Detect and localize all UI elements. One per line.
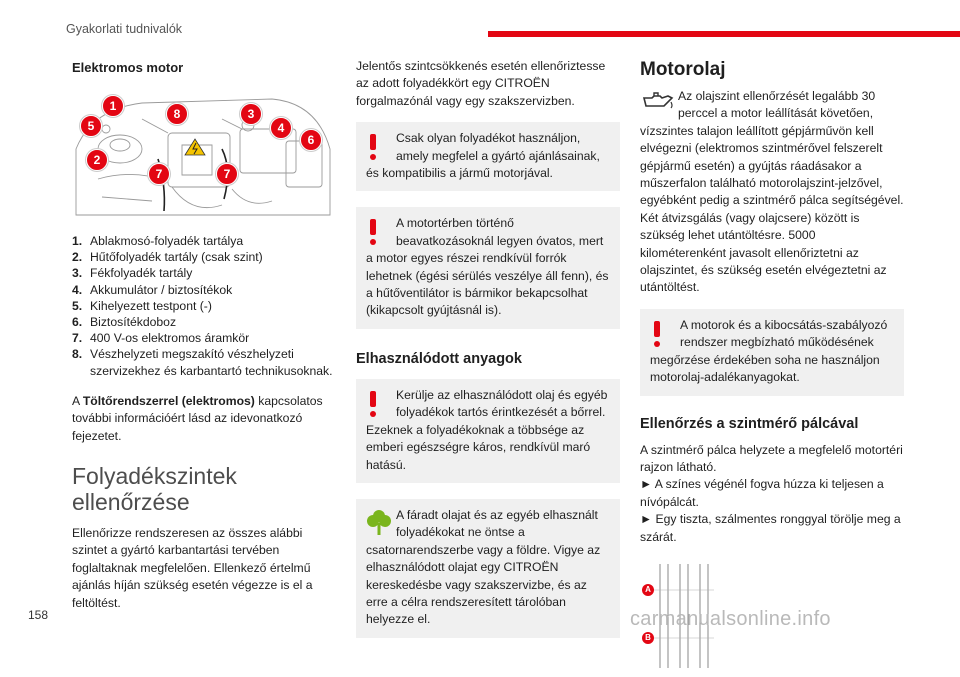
engine-oil-paragraph: Az olajszint ellenőrzését legalább 30 perccel a motor leállítását követően, vízszintes talajon leállított gépjárművön kell elvégezni (elektromos szintmérővel felszerelt gépjármű esetén) a gyújtás ráadásakor a műszerfalon található motorolajszint-jelzővel, egyébként pedig a szintmérő pálca segítségével. Két átvizsgálás (vagy olajcsere) között is szükség lehet utántöltésre. 5000 kilométerenként javasolt ellenőriztetni az olajszintet, és szükség esetén elvégeztetni az utántöltést.	[640, 89, 904, 295]
column-2	[356, 58, 620, 638]
environment-note: A fáradt olajat és az egyéb elhasznált folyadékokat ne öntse a csatornarendszerbe vagy a földre. Vigye az elhasználódott olajat egy CITROËN kereskedésbe vagy szakszervizbe, és az erre a célra rendszeresített tárolóban helyezze el.	[356, 499, 620, 638]
engine-bay-figure	[72, 89, 334, 223]
list-item: 2. Hűtőfolyadék tartály (csak szint)	[72, 250, 263, 265]
warning-icon	[366, 387, 396, 421]
list-item: 4. Akkumulátor / biztosítékok	[72, 282, 233, 297]
parts-list	[72, 233, 338, 379]
callout-badge-1: 1	[102, 95, 124, 117]
callout-badge-7: 7	[148, 163, 170, 185]
engine-oil-title: Motorolaj	[640, 59, 726, 80]
callout-badge-8: 8	[166, 103, 188, 125]
dipstick-text-3: ► Egy tiszta, szálmentes ronggyal törölje meg a szárát.	[640, 512, 901, 544]
running-header: Gyakorlati tudnivalók	[66, 22, 183, 36]
column-1	[72, 60, 338, 612]
callout-badge-4: 4	[270, 117, 292, 139]
list-item: 6. Biztosítékdoboz	[72, 315, 177, 330]
callout-badge-2: 2	[86, 149, 108, 171]
callout-badge-3: 3	[240, 103, 262, 125]
page-number: 158	[28, 608, 49, 622]
oil-can-icon	[640, 90, 674, 112]
watermark: carmanualsonline.info	[630, 608, 831, 630]
warning-note: A motortérben történő beavatkozásoknál legyen óvatos, mert a motor egyes részei rendkívül forrók lehetnek (égési sérülés veszélye áll fenn), és a hűtőventilátor is bármikor bekapcsolhat (kikapcsolt gyújtásnál is).	[356, 207, 620, 328]
dipstick-text-1: A szintmérő pálca helyzete a megfelelő motortéri rajzon látható.	[640, 442, 903, 474]
callout-badge-6: 6	[300, 129, 322, 151]
dipstick-marker-a: A	[642, 584, 654, 596]
callout-badge-7: 7	[216, 163, 238, 185]
fluid-levels-text: Ellenőrizze rendszeresen az összes alábbi szintet a gyártó karbantartási tervében foglaltaknak megfelelően. Ellenkező értelmű ajánlás híján szükség esetén végezze is el a feltöltést.	[72, 526, 313, 610]
used-materials-heading: Elhasználódott anyagok	[356, 350, 522, 367]
list-item: 5. Kihelyezett testpont (-)	[72, 298, 212, 313]
list-item: 8. Vészhelyzeti megszakító vészhelyzeti szervizekhez és karbantartó technikusoknak.	[72, 347, 333, 378]
fluid-levels-title: Folyadékszintek ellenőrzése	[72, 463, 237, 516]
charger-reference: A Töltőrendszerrel (elektromos) kapcsolatos további információért lásd az idevonatkozó fejezetet.	[72, 393, 323, 443]
warning-note: Csak olyan folyadékot használjon, amely megfelel a gyártó ajánlásainak, és kompatibilis a jármű motorjával.	[356, 122, 620, 191]
electric-motor-heading: Elektromos motor	[72, 60, 184, 75]
list-item: 1. Ablakmosó-folyadék tartálya	[72, 234, 244, 248]
intro-paragraph: Jelentős szintcsökkenés esetén ellenőriztesse az adott folyadékkört egy CITROËN forgalmazónál vagy egy szakszervizben.	[356, 59, 606, 108]
column-3	[640, 58, 904, 672]
warning-note: Kerülje az elhasználódott olaj és egyéb folyadékok tartós érintkezését a bőrrel. Ezeknek a folyadékoknak a többsége az emberi egészségre káros, rendkívül maró hatású.	[356, 379, 620, 483]
warning-icon	[366, 130, 396, 164]
dipstick-heading: Ellenőrzés a szintmérő pálcával	[640, 415, 859, 432]
warning-icon	[650, 317, 680, 351]
callout-badge-5: 5	[80, 115, 102, 137]
tree-icon	[366, 507, 396, 541]
header-accent-bar	[488, 31, 960, 37]
warning-note: A motorok és a kibocsátás-szabályozó rendszer megbízható működésének megőrzése érdekében soha ne használjon motorolaj-adalékanyagokat.	[640, 309, 904, 396]
dipstick-marker-b: B	[642, 632, 654, 644]
list-item: 3. Fékfolyadék tartály	[72, 266, 193, 281]
warning-icon	[366, 215, 396, 249]
list-item: 7. 400 V-os elektromos áramkör	[72, 331, 250, 346]
dipstick-text-2: ► A színes végénél fogva húzza ki teljesen a nívópálcát.	[640, 477, 884, 509]
